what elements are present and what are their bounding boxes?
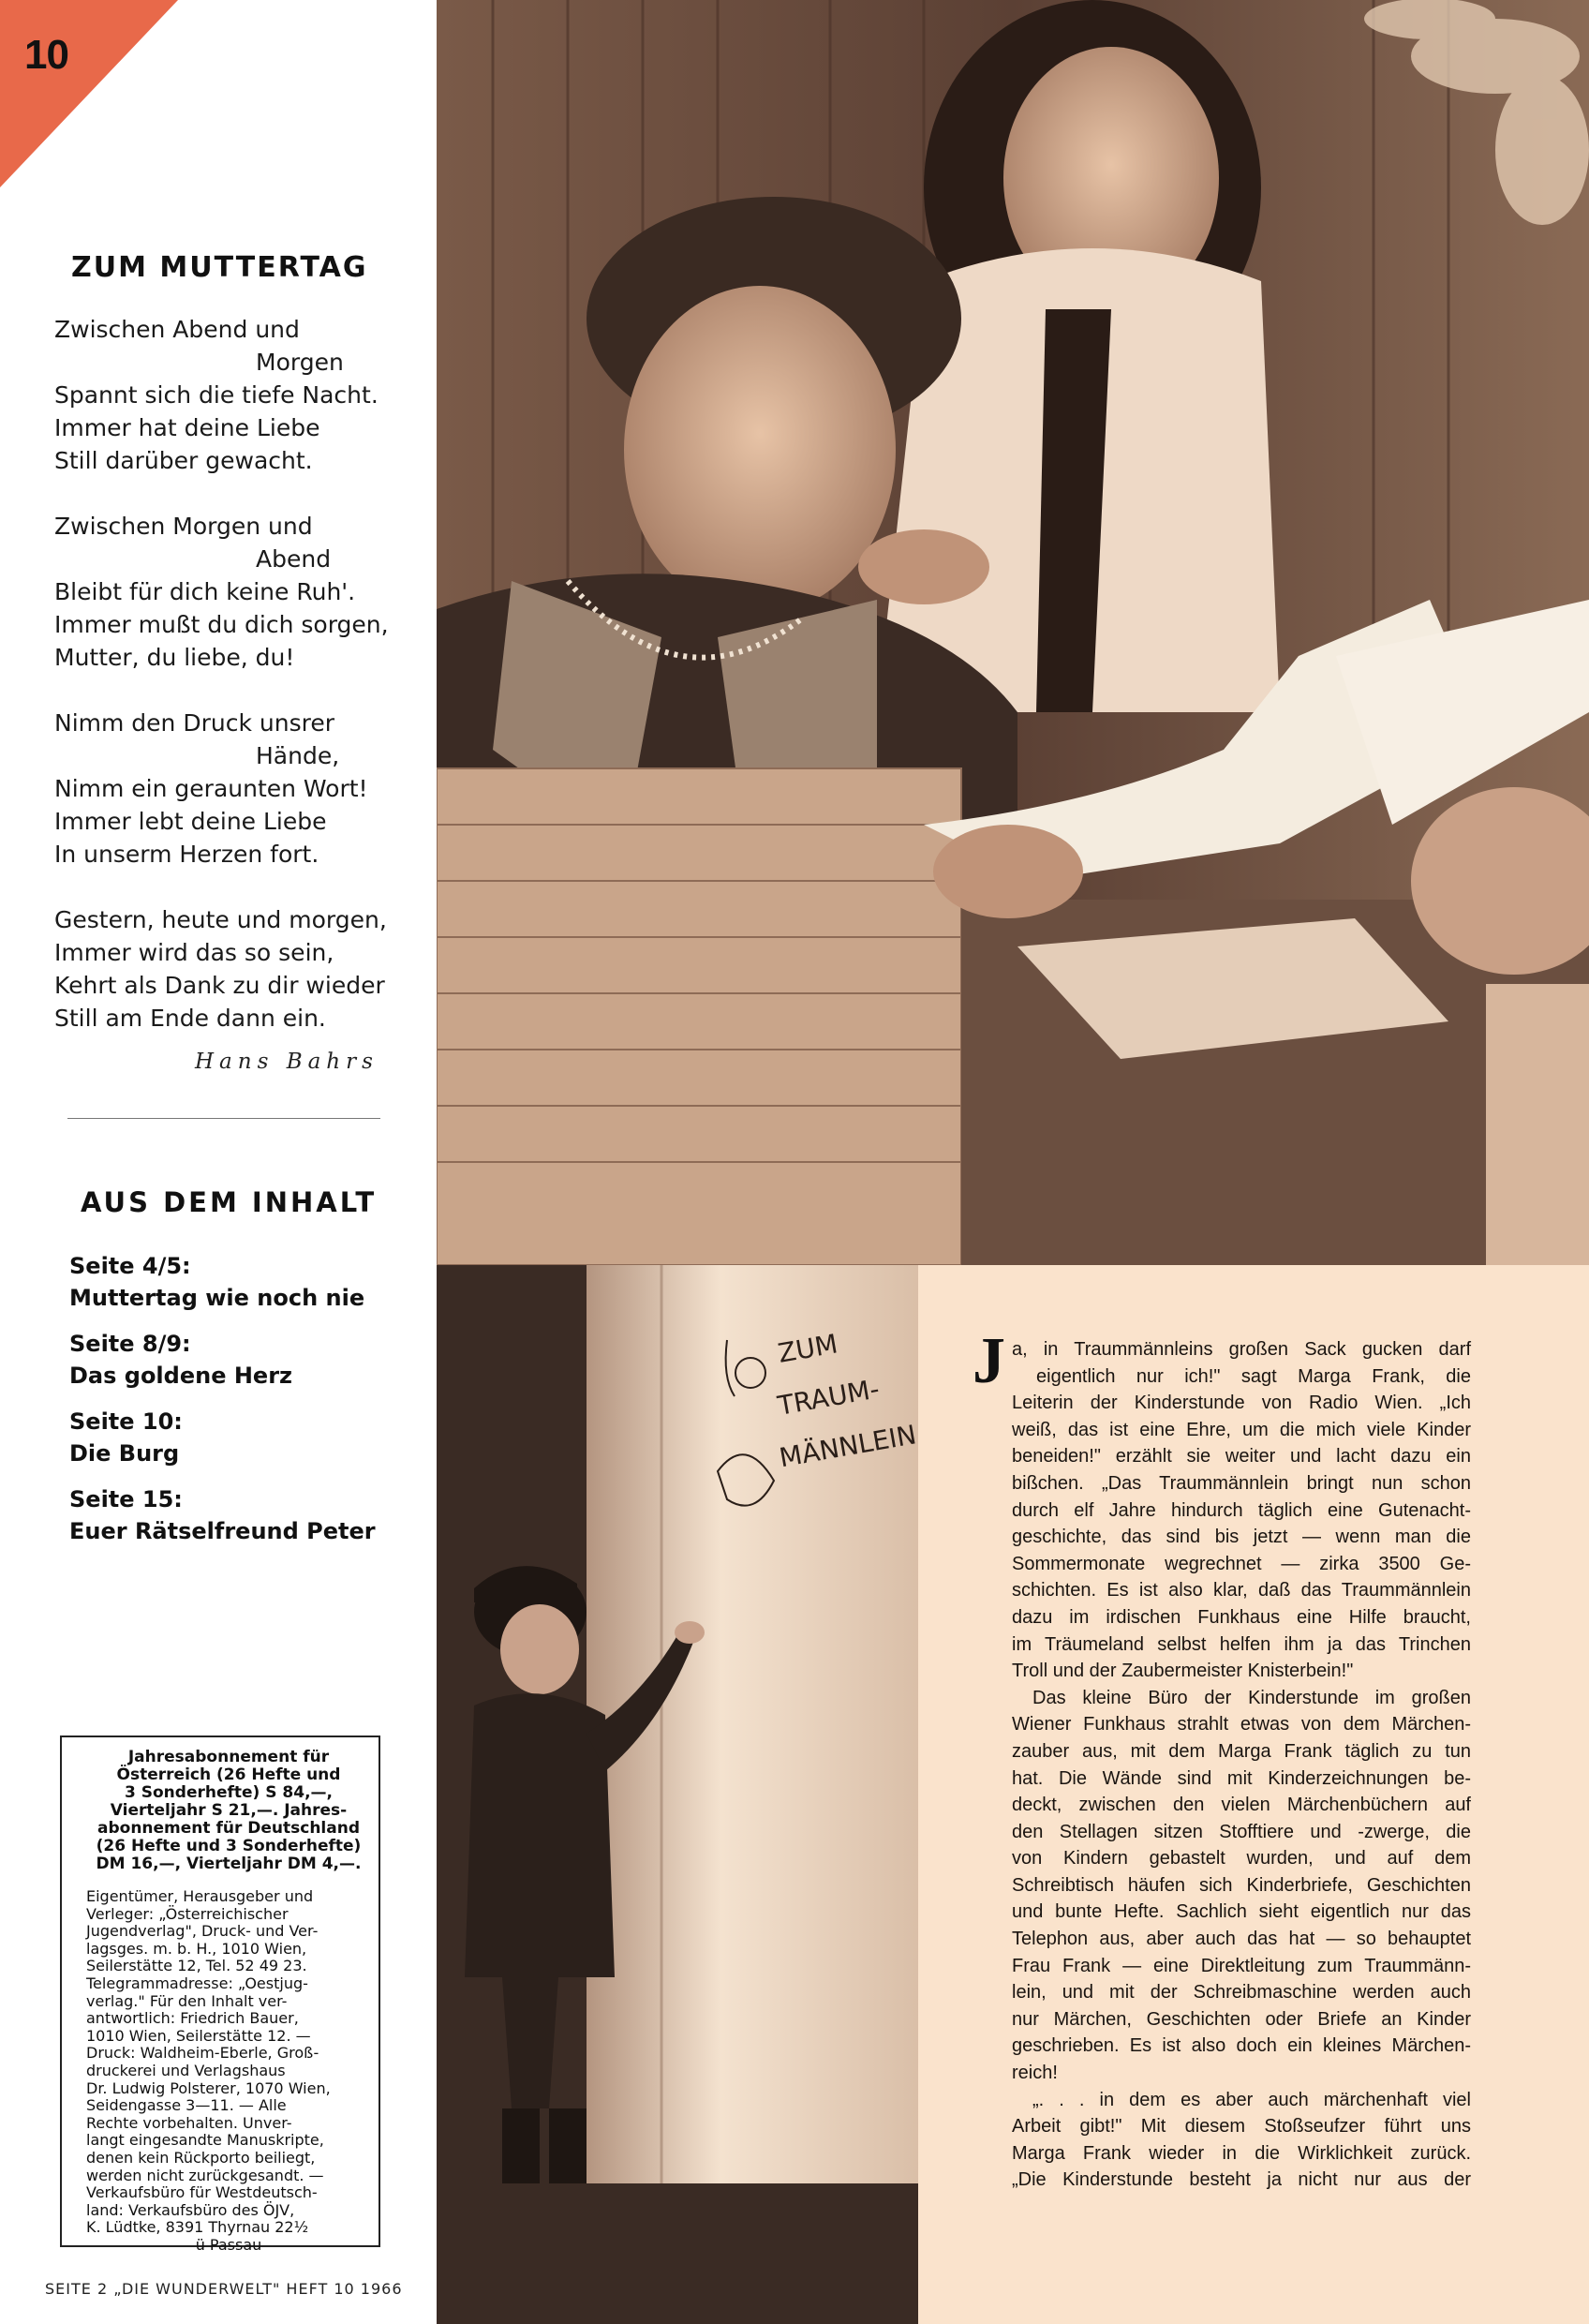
imprint-text: [86, 1888, 371, 2254]
imprint-box: [60, 1736, 380, 2254]
contents-page-ref: Seite 8/9:: [69, 1331, 191, 1357]
poem-author: Hans Bahrs: [195, 1050, 379, 1074]
contents-item-title: Euer Rätselfreund Peter: [69, 1518, 376, 1544]
article-line: Frau Frank — eine Direktleitung zum Traummänn-: [1012, 1955, 1471, 1976]
article-line: Leiterin der Kinderstunde von Radio Wien. „Ich: [1012, 1393, 1471, 1414]
imprint-line: Rechte vorbehalten. Unver-: [86, 2113, 292, 2132]
imprint-line: Jugendverlag", Druck- und Ver-: [86, 1922, 319, 1941]
photo-boy-at-door: [437, 1265, 922, 2324]
poem-line: Immer lebt deine Liebe: [54, 808, 327, 835]
imprint-line: Dr. Ludwig Polsterer, 1070 Wien,: [86, 2078, 331, 2097]
article-line: deckt, zwischen den vielen Märchenbüchern auf: [1012, 1795, 1471, 1816]
imprint-line: lagsges. m. b. H., 1010 Wien,: [86, 1939, 307, 1958]
article-body: [1012, 1336, 1471, 2194]
article-line: nur Märchen, Geschichten oder Briefe an Kinder: [1012, 2008, 1471, 2030]
imprint-line: Telegrammadresse: „Oestjug-: [86, 1974, 308, 1992]
article-line: weiß, das ist eine Ehre, um die mich viele Kinder: [1012, 1419, 1471, 1440]
poem-line: Zwischen Morgen und: [54, 513, 313, 540]
poem-line: Hände,: [256, 742, 340, 769]
article-line: schichten. Es ist also klar, daß das Traummännlein: [1012, 1580, 1471, 1601]
imprint-line: langt eingesandte Manuskripte,: [86, 2131, 324, 2150]
article-line: Arbeit gibt!" Mit diesem Stoßseufzer führt uns: [1012, 2116, 1471, 2138]
imprint-line: Seilerstätte 12, Tel. 52 49 23.: [86, 1957, 307, 1975]
article-line: Das kleine Büro der Kinderstunde im großen: [1032, 1687, 1471, 1708]
imprint-line: Seidengasse 3—11. — Alle: [86, 2096, 287, 2115]
poem-title: ZUM MUTTERTAG: [71, 251, 368, 284]
article-line: hat. Die Wände sind mit Kinderzeichnungen be-: [1012, 1767, 1471, 1789]
photo-women-with-letters: [437, 0, 1589, 1265]
poem-line: Immer hat deine Liebe: [54, 414, 320, 441]
page-footer: SEITE 2 „DIE WUNDERWELT" HEFT 10 1966: [45, 2280, 403, 2298]
contents-item: [69, 1250, 425, 1314]
poem-stanza: [54, 510, 392, 674]
article-line: geschrieben. Es ist also doch ein kleines Märchen-: [1012, 2035, 1471, 2057]
contents-list: [69, 1250, 425, 1561]
poem-stanza: [54, 707, 392, 871]
subscription-line: Jahresabonnement für: [127, 1748, 330, 1766]
imprint-line: K. Lüdtke, 8391 Thyrnau 22½: [86, 2218, 309, 2237]
article-line: geschichte, das sind bis jetzt — wenn man die: [1012, 1527, 1471, 1548]
poem-line: Spannt sich die tiefe Nacht.: [54, 381, 379, 409]
contents-item: [69, 1483, 425, 1547]
poem-line: Bleibt für dich keine Ruh'.: [54, 578, 356, 605]
poem-line: Zwischen Abend und: [54, 316, 300, 343]
poem-line: Abend: [256, 545, 332, 573]
contents-item-title: Das goldene Herz: [69, 1363, 292, 1389]
article-line: beneiden!" erzählt sie weiter und lacht dazu ein: [1012, 1446, 1471, 1467]
poem-line: Mutter, du liebe, du!: [54, 644, 295, 671]
poem-line: Nimm ein geraunten Wort!: [54, 775, 368, 802]
contents-title: AUS DEM INHALT: [81, 1186, 378, 1218]
imprint-line: Verkaufsbüro für Westdeutsch-: [86, 2183, 318, 2202]
contents-item: [69, 1406, 425, 1469]
article-line: im Träumeland selbst helfen ihm ja das Trinchen: [1012, 1633, 1471, 1655]
article-line: Troll und der Zaubermeister Knisterbein!": [1012, 1661, 1354, 1682]
article-line: durch elf Jahre hindurch täglich eine Gutenacht-: [1012, 1499, 1471, 1521]
door-sign-line: ZUM: [775, 1328, 840, 1369]
imprint-line: land: Verkaufsbüro des ÖJV,: [86, 2200, 295, 2219]
article-line: „. . . in dem es aber auch märchenhaft viel: [1032, 2089, 1471, 2110]
article-line: lein, und mit der Schreibmaschine werden auch: [1012, 1982, 1471, 2004]
contents-item-title: Die Burg: [69, 1440, 180, 1467]
subscription-info: [86, 1749, 371, 1873]
article-line: Wiener Funkhaus strahlt etwas von dem Märchen-: [1012, 1714, 1471, 1736]
imprint-line: Druck: Waldheim-Eberle, Groß-: [86, 2044, 319, 2063]
subscription-line: DM 16,—, Vierteljahr DM 4,—.: [96, 1855, 362, 1873]
article-line: den Stellagen sitzen Stofftiere und -zwerge, die: [1012, 1821, 1471, 1842]
article-line: Telephon aus, aber auch das hat — so behauptet: [1012, 1929, 1471, 1950]
imprint-line: denen kein Rückporto beiliegt,: [86, 2148, 316, 2167]
poem-line: Immer wird das so sein,: [54, 939, 334, 966]
imprint-line: verlag." Für den Inhalt ver-: [86, 1991, 288, 2010]
contents-item-title: Muttertag wie noch nie: [69, 1285, 365, 1311]
door-sign-line: MÄNNLEIN: [777, 1419, 919, 1474]
imprint-line: antwortlich: Friedrich Bauer,: [86, 2009, 299, 2028]
article-line: reich!: [1012, 2063, 1058, 2084]
article-line: und bunte Hefte. Sachlich sieht eigentlich nur das: [1012, 1901, 1471, 1923]
imprint-line: Verleger: „Österreichischer: [86, 1904, 289, 1923]
poem-line: Immer mußt du dich sorgen,: [54, 611, 389, 638]
imprint-line: Eigentümer, Herausgeber und: [86, 1887, 314, 1905]
article-line: Sommermonate wegrechnet — zirka 3500 Ge-: [1012, 1553, 1471, 1574]
door-sign-line: TRAUM-: [775, 1373, 883, 1422]
article-line: Marga Frank wieder in die Wirklichkeit zurück.: [1012, 2142, 1471, 2164]
article-line: zauber aus, mit dem Marga Frank täglich zu tun: [1012, 1740, 1471, 1762]
imprint-line: druckerei und Verlagshaus: [86, 2061, 286, 2079]
poem-line: Still darüber gewacht.: [54, 447, 313, 474]
poem-line: Gestern, heute und morgen,: [54, 906, 387, 933]
page-number: 10: [24, 32, 68, 78]
poem-stanza: [54, 903, 392, 1035]
poem-line: Morgen: [256, 349, 344, 376]
divider: [67, 1118, 380, 1119]
poem: [54, 313, 392, 1067]
contents-page-ref: Seite 15:: [69, 1486, 183, 1512]
subscription-line: abonnement für Deutschland: [97, 1819, 360, 1838]
article-line: eigentlich nur ich!" sagt Marga Frank, die: [1036, 1365, 1471, 1387]
poem-line: Kehrt als Dank zu dir wieder: [54, 972, 385, 999]
contents-item: [69, 1328, 425, 1392]
article: [918, 1265, 1589, 2324]
article-line: a, in Traummännleins großen Sack gucken darf: [1012, 1339, 1471, 1360]
article-line: bißchen. „Das Traummännlein bringt nun schon: [1012, 1472, 1471, 1494]
article-line: „Die Kinderstunde besteht ja nicht nur aus der: [1012, 2169, 1471, 2191]
subscription-line: (26 Hefte und 3 Sonderhefte): [96, 1837, 362, 1855]
poem-line: Still am Ende dann ein.: [54, 1005, 326, 1032]
poem-line: Nimm den Druck unsrer: [54, 709, 334, 737]
poem-stanza: [54, 313, 392, 477]
poem-line: In unserm Herzen fort.: [54, 841, 319, 868]
subscription-line: 3 Sonderhefte) S 84,—,: [125, 1783, 333, 1802]
subscription-line: Österreich (26 Hefte und: [116, 1765, 341, 1784]
article-dropcap: J: [973, 1325, 1005, 1397]
left-column: [0, 0, 440, 2324]
article-line: Schreibtisch häufen sich Kinderbriefe, Geschichten: [1012, 1874, 1471, 1896]
imprint-line: 1010 Wien, Seilerstätte 12. —: [86, 2026, 311, 2045]
article-line: dazu im irdischen Funkhaus eine Hilfe braucht,: [1012, 1606, 1471, 1628]
contents-page-ref: Seite 4/5:: [69, 1253, 191, 1279]
subscription-line: Vierteljahr S 21,—. Jahres-: [110, 1801, 348, 1820]
article-line: von Kindern gebastelt wurden, und auf dem: [1012, 1848, 1471, 1870]
imprint-line: werden nicht zurückgesandt. —: [86, 2166, 324, 2184]
imprint-line: ü Passau: [195, 2235, 262, 2254]
page-corner-triangle: [0, 0, 178, 187]
contents-page-ref: Seite 10:: [69, 1408, 183, 1435]
